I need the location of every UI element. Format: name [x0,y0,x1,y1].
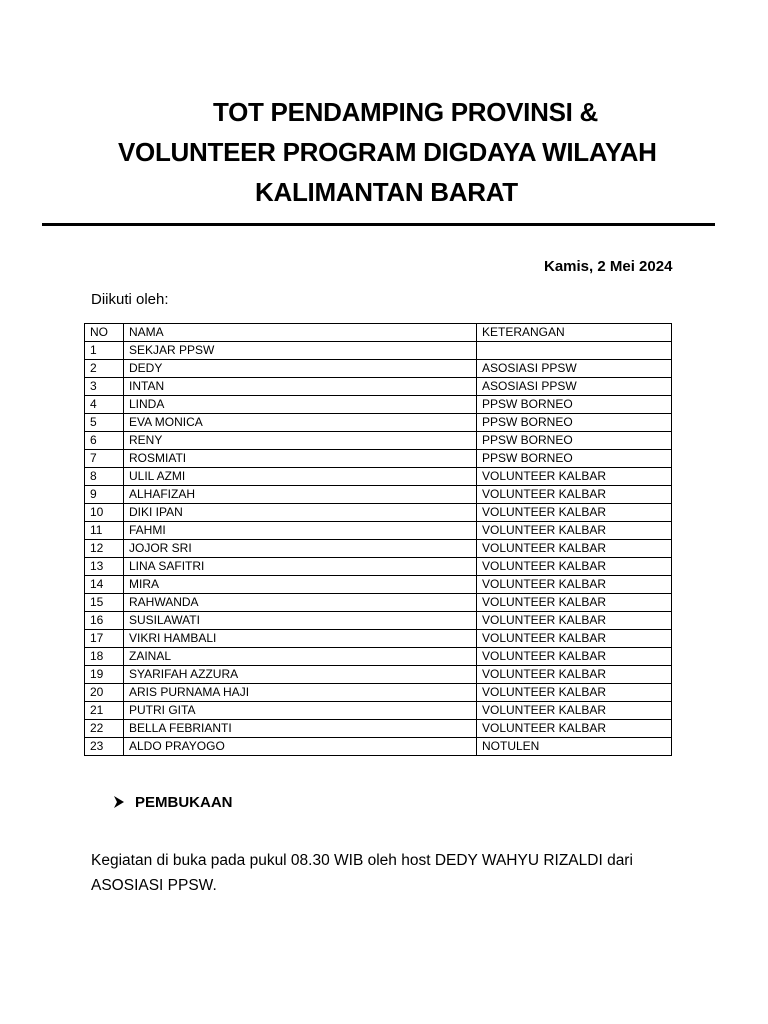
cell-nama: PUTRI GITA [124,702,477,720]
table-row [85,738,672,756]
paragraph-line-1: Kegiatan di buka pada pukul 08.30 WIB oleh host DEDY WAHYU RIZALDI dari [91,852,633,869]
table-row [85,396,672,414]
table-row [85,594,672,612]
cell-nama: JOJOR SRI [124,540,477,558]
cell-nama: SYARIFAH AZZURA [124,666,477,684]
cell-nama: RAHWANDA [124,594,477,612]
table-header-row [85,324,672,342]
table-row [85,360,672,378]
cell-no: 10 [85,504,124,522]
cell-no: 13 [85,558,124,576]
cell-nama: SEKJAR PPSW [124,342,477,360]
cell-nama: DIKI IPAN [124,504,477,522]
column-header-nama: NAMA [124,324,477,342]
cell-keterangan: ASOSIASI PPSW [477,360,672,378]
cell-keterangan: NOTULEN [477,738,672,756]
cell-no: 7 [85,450,124,468]
attendance-intro: Diikuti oleh: [91,291,169,308]
cell-no: 3 [85,378,124,396]
table-row [85,558,672,576]
column-header-keterangan: KETERANGAN [477,324,672,342]
cell-no: 11 [85,522,124,540]
cell-keterangan: VOLUNTEER KALBAR [477,522,672,540]
cell-no: 5 [85,414,124,432]
table-row [85,702,672,720]
table-row [85,576,672,594]
cell-keterangan: PPSW BORNEO [477,450,672,468]
cell-keterangan: VOLUNTEER KALBAR [477,486,672,504]
cell-nama: LINA SAFITRI [124,558,477,576]
table-row [85,378,672,396]
cell-nama: ARIS PURNAMA HAJI [124,684,477,702]
table-row [85,522,672,540]
cell-keterangan: VOLUNTEER KALBAR [477,540,672,558]
cell-nama: ALHAFIZAH [124,486,477,504]
cell-no: 23 [85,738,124,756]
title-divider [42,223,715,226]
cell-no: 17 [85,630,124,648]
cell-nama: INTAN [124,378,477,396]
cell-nama: LINDA [124,396,477,414]
section-heading [113,792,233,813]
table-row [85,414,672,432]
attendance-table [84,323,672,756]
table-row [85,684,672,702]
cell-no: 14 [85,576,124,594]
cell-nama: FAHMI [124,522,477,540]
table-row [85,504,672,522]
cell-no: 18 [85,648,124,666]
cell-keterangan [477,342,672,360]
cell-keterangan: VOLUNTEER KALBAR [477,558,672,576]
cell-nama: MIRA [124,576,477,594]
cell-keterangan: VOLUNTEER KALBAR [477,702,672,720]
cell-keterangan: VOLUNTEER KALBAR [477,648,672,666]
cell-keterangan: VOLUNTEER KALBAR [477,630,672,648]
cell-nama: ULIL AZMI [124,468,477,486]
cell-no: 9 [85,486,124,504]
table-row [85,486,672,504]
table-row [85,612,672,630]
section-heading-label: PEMBUKAAN [135,794,233,811]
cell-nama: SUSILAWATI [124,612,477,630]
cell-no: 16 [85,612,124,630]
cell-no: 6 [85,432,124,450]
column-header-no: NO [85,324,124,342]
table-row [85,648,672,666]
table-row [85,342,672,360]
cell-nama: RENY [124,432,477,450]
cell-nama: EVA MONICA [124,414,477,432]
cell-keterangan: ASOSIASI PPSW [477,378,672,396]
opening-paragraph [91,848,671,898]
cell-keterangan: VOLUNTEER KALBAR [477,612,672,630]
cell-no: 8 [85,468,124,486]
cell-keterangan: VOLUNTEER KALBAR [477,468,672,486]
cell-nama: VIKRI HAMBALI [124,630,477,648]
table-row [85,468,672,486]
table-row [85,432,672,450]
title-line-2: VOLUNTEER PROGRAM DIGDAYA WILAYAH [118,137,657,167]
cell-no: 21 [85,702,124,720]
cell-keterangan: VOLUNTEER KALBAR [477,666,672,684]
table-row [85,720,672,738]
cell-keterangan: VOLUNTEER KALBAR [477,576,672,594]
table-row [85,630,672,648]
cell-no: 12 [85,540,124,558]
cell-no: 19 [85,666,124,684]
table-row [85,540,672,558]
cell-keterangan: VOLUNTEER KALBAR [477,504,672,522]
title-line-3: KALIMANTAN BARAT [255,177,518,207]
title-line-1: TOT PENDAMPING PROVINSI & [213,97,598,127]
cell-nama: DEDY [124,360,477,378]
cell-nama: BELLA FEBRIANTI [124,720,477,738]
cell-no: 4 [85,396,124,414]
cell-no: 1 [85,342,124,360]
cell-keterangan: PPSW BORNEO [477,396,672,414]
cell-no: 20 [85,684,124,702]
document-date: Kamis, 2 Mei 2024 [544,258,673,275]
cell-no: 2 [85,360,124,378]
table-row [85,450,672,468]
cell-no: 22 [85,720,124,738]
cell-keterangan: PPSW BORNEO [477,414,672,432]
cell-nama: ROSMIATI [124,450,477,468]
cell-keterangan: VOLUNTEER KALBAR [477,720,672,738]
table-row [85,666,672,684]
cell-keterangan: PPSW BORNEO [477,432,672,450]
cell-keterangan: VOLUNTEER KALBAR [477,684,672,702]
cell-keterangan: VOLUNTEER KALBAR [477,594,672,612]
paragraph-line-2: ASOSIASI PPSW. [91,877,217,894]
cell-nama: ZAINAL [124,648,477,666]
arrowhead-bullet-icon [113,792,135,812]
cell-no: 15 [85,594,124,612]
cell-nama: ALDO PRAYOGO [124,738,477,756]
